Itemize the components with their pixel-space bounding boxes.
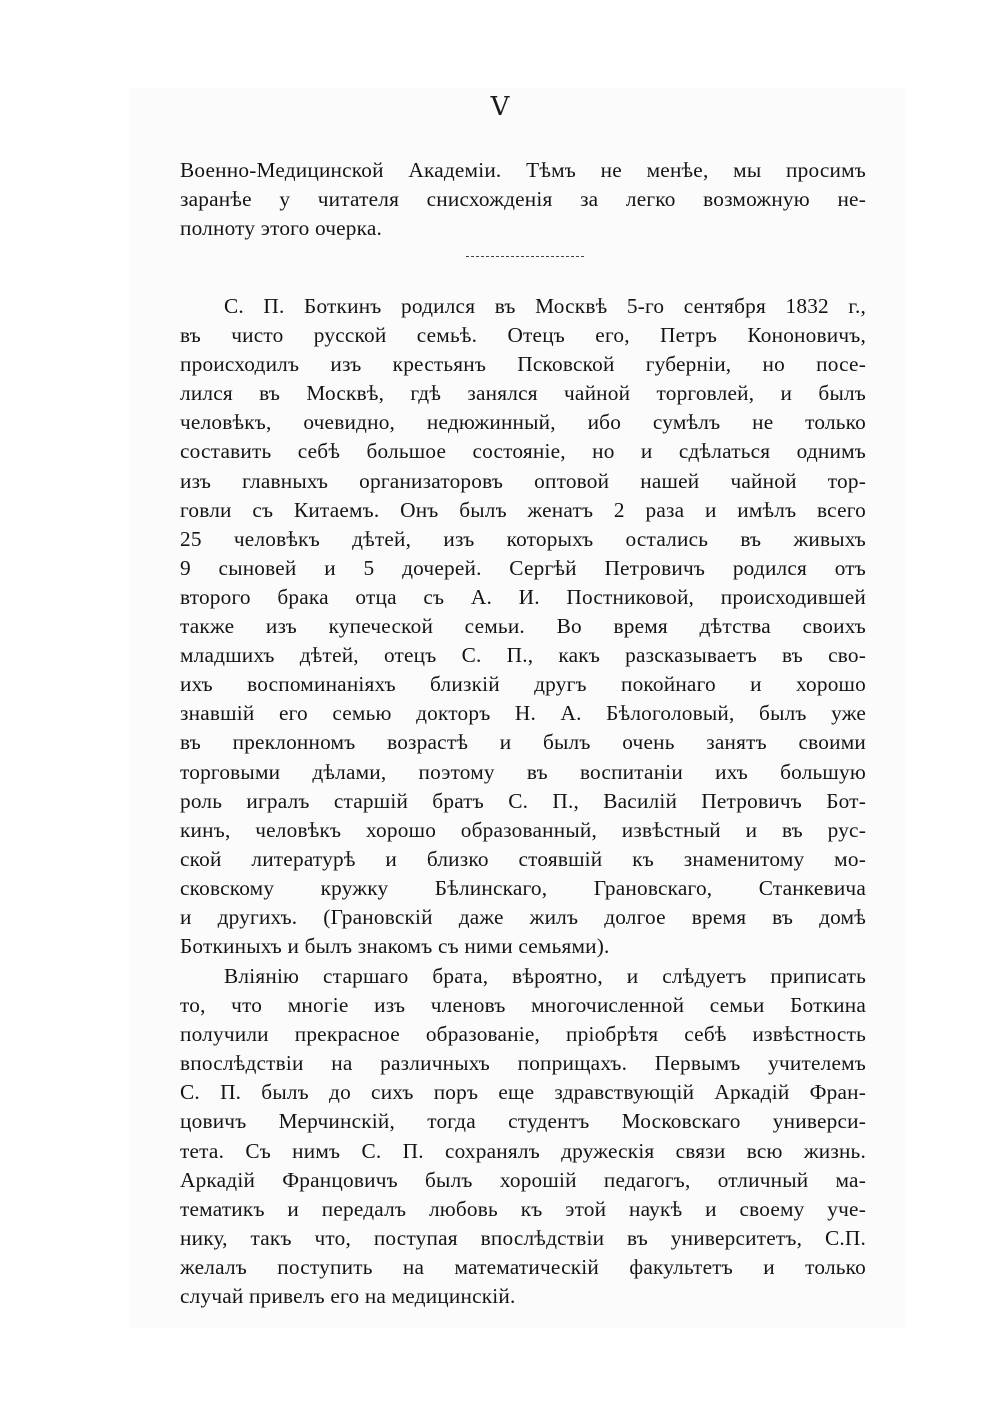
text-line: въ чисто русской семьѣ. Отецъ его, Петръ Кононовичъ, — [180, 323, 866, 348]
text-line: сковскому кружку Бѣлинскаго, Грановскаго, Станкевича — [180, 875, 866, 900]
text-line: 9 сыновей и 5 дочерей. Сергѣй Петровичъ родился отъ — [180, 555, 866, 580]
text-line: Военно-Медицинской Академіи. Тѣмъ не менѣе, мы просимъ — [180, 158, 866, 182]
text-line: кинъ, человѣкъ хорошо образованный, извѣстный и въ рус- — [180, 817, 866, 842]
text-line: ихъ воспоминаніяхъ близкій другъ покойнаго и хорошо — [180, 672, 866, 697]
text-line: также изъ купеческой семьи. Во время дѣтства своихъ — [180, 614, 866, 639]
text-line: заранѣе у читателя снисхожденія за легко возможную не- — [180, 187, 866, 212]
text-line: Аркадій Францовичъ былъ хорошій педагогъ, отличный ма- — [180, 1167, 866, 1192]
text-line: тета. Съ нимъ С. П. сохранялъ дружескія связи всю жизнь. — [180, 1138, 866, 1163]
text-line: то, что многіе изъ членовъ многочисленной семьи Боткина — [180, 993, 866, 1018]
text-line: говли съ Китаемъ. Онъ былъ женатъ 2 раза и имѣлъ всего — [180, 497, 866, 522]
intro-paragraph — [180, 156, 866, 243]
paragraph-2 — [180, 962, 866, 1311]
text-line: впослѣдствіи на различныхъ поприщахъ. Первымъ учителемъ — [180, 1051, 866, 1076]
text-line: торговыми дѣлами, поэтому въ воспитаніи ихъ большую — [180, 759, 866, 784]
page-number: V — [490, 92, 510, 122]
text-line: въ преклонномъ возрастѣ и былъ очень занятъ своими — [180, 730, 866, 755]
text-line: полноту этого очерка. — [180, 216, 383, 241]
text-line: второго брака отца съ А. И. Постниковой, происходившей — [180, 584, 866, 609]
text-line: ской литературѣ и близко стоявшій къ знаменитому мо- — [180, 846, 866, 871]
text-line: 25 человѣкъ дѣтей, изъ которыхъ остались въ живыхъ — [180, 526, 866, 551]
text-line: человѣкъ, очевидно, недюжинный, ибо сумѣлъ не только — [180, 410, 866, 435]
text-line: младшихъ дѣтей, отецъ С. П., какъ разсказываетъ въ сво- — [180, 643, 866, 668]
text-line: случай привелъ его на медицинскій. — [180, 1284, 516, 1309]
text-line: получили прекрасное образованіе, пріобрѣтя себѣ извѣстность — [180, 1022, 866, 1047]
text-line: происходилъ изъ крестьянъ Псковской губерніи, но посе- — [180, 352, 866, 377]
text-line: желалъ поступить на математическій факультетъ и только — [180, 1254, 866, 1279]
text-line: и другихъ. (Грановскій даже жилъ долгое время въ домѣ — [180, 904, 866, 929]
text-line: С. П. былъ до сихъ поръ еще здравствующій Аркадій Фран- — [180, 1080, 866, 1105]
text-line: роль игралъ старшій братъ С. П., Василій Петровичъ Бот- — [180, 788, 866, 813]
paragraph-1 — [180, 292, 866, 961]
text-line: цовичъ Мерчинскій, тогда студентъ Московскаго универси- — [180, 1109, 866, 1134]
text-line: изъ главныхъ организаторовъ оптовой нашей чайной тор- — [180, 468, 866, 493]
text-line: тематикъ и передалъ любовь къ этой наукѣ и своему уче- — [180, 1196, 866, 1221]
section-divider — [466, 256, 584, 257]
text-line: знавшій его семью докторъ Н. А. Бѣлоголовый, былъ уже — [180, 701, 866, 726]
text-line: составить себѣ большое состояніе, но и сдѣлаться однимъ — [180, 439, 866, 464]
text-line: Боткиныхъ и былъ знакомъ съ ними семьями). — [180, 934, 610, 959]
text-line: Вліянію старшаго брата, вѣроятно, и слѣдуетъ приписать — [224, 964, 866, 988]
text-line: С. П. Боткинъ родился въ Москвѣ 5-го сентября 1832 г., — [224, 294, 866, 318]
text-line: лился въ Москвѣ, гдѣ занялся чайной торговлей, и былъ — [180, 381, 866, 406]
text-line: нику, такъ что, поступая впослѣдствіи въ университетъ, С.П. — [180, 1225, 866, 1250]
